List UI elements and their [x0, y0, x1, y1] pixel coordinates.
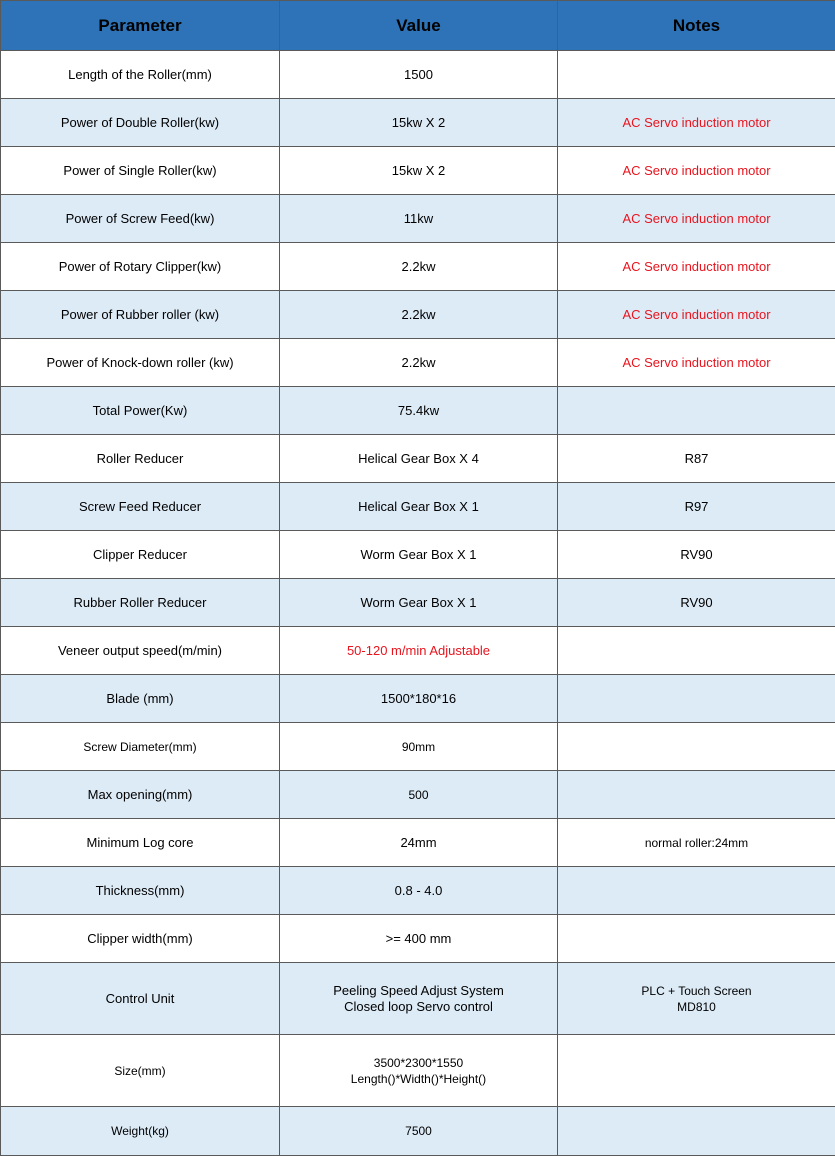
cell-value: 2.2kw	[280, 243, 558, 291]
cell-notes	[558, 1107, 835, 1156]
table-row	[1, 867, 835, 915]
table-row	[1, 579, 835, 627]
cell-value: 15kw X 2	[280, 99, 558, 147]
header-parameter: Parameter	[1, 1, 280, 51]
cell-parameter: Power of Rubber roller (kw)	[1, 291, 280, 339]
cell-notes	[558, 771, 835, 819]
cell-value: 0.8 - 4.0	[280, 867, 558, 915]
cell-notes: AC Servo induction motor	[558, 195, 835, 243]
cell-value: 1500*180*16	[280, 675, 558, 723]
cell-notes-line: PLC + Touch Screen	[562, 983, 831, 999]
cell-parameter: Weight(kg)	[1, 1107, 280, 1156]
cell-notes	[558, 963, 835, 1035]
table-row	[1, 99, 835, 147]
cell-notes	[558, 1035, 835, 1107]
cell-parameter: Thickness(mm)	[1, 867, 280, 915]
cell-parameter: Total Power(Kw)	[1, 387, 280, 435]
cell-notes: RV90	[558, 579, 835, 627]
table-row	[1, 915, 835, 963]
table-row	[1, 339, 835, 387]
cell-notes	[558, 675, 835, 723]
cell-parameter: Minimum Log core	[1, 819, 280, 867]
table-row	[1, 243, 835, 291]
cell-value: 1500	[280, 51, 558, 99]
cell-notes	[558, 723, 835, 771]
header-row	[1, 1, 835, 51]
cell-value: Helical Gear Box X 4	[280, 435, 558, 483]
cell-parameter: Power of Double Roller(kw)	[1, 99, 280, 147]
cell-value-line: Peeling Speed Adjust System	[284, 983, 553, 999]
cell-notes: R97	[558, 483, 835, 531]
table-row	[1, 147, 835, 195]
table-row	[1, 531, 835, 579]
cell-value: 50-120 m/min Adjustable	[280, 627, 558, 675]
table-row	[1, 723, 835, 771]
cell-parameter: Screw Feed Reducer	[1, 483, 280, 531]
table-row	[1, 435, 835, 483]
cell-notes	[558, 915, 835, 963]
cell-notes: AC Servo induction motor	[558, 243, 835, 291]
table-row	[1, 627, 835, 675]
cell-value-line: Closed loop Servo control	[284, 999, 553, 1015]
cell-parameter: Control Unit	[1, 963, 280, 1035]
cell-parameter: Clipper width(mm)	[1, 915, 280, 963]
cell-notes: normal roller:24mm	[558, 819, 835, 867]
cell-value-line: 3500*2300*1550	[284, 1055, 553, 1071]
table-row	[1, 51, 835, 99]
cell-parameter: Power of Knock-down roller (kw)	[1, 339, 280, 387]
cell-parameter: Size(mm)	[1, 1035, 280, 1107]
cell-value: Worm Gear Box X 1	[280, 579, 558, 627]
cell-value: 15kw X 2	[280, 147, 558, 195]
cell-value: 2.2kw	[280, 291, 558, 339]
table-row	[1, 771, 835, 819]
table-row	[1, 1035, 835, 1107]
cell-notes: AC Servo induction motor	[558, 339, 835, 387]
cell-parameter: Blade (mm)	[1, 675, 280, 723]
cell-value: 75.4kw	[280, 387, 558, 435]
cell-parameter: Length of the Roller(mm)	[1, 51, 280, 99]
cell-notes: RV90	[558, 531, 835, 579]
cell-parameter: Veneer output speed(m/min)	[1, 627, 280, 675]
cell-value: 24mm	[280, 819, 558, 867]
cell-value: 500	[280, 771, 558, 819]
table-row	[1, 387, 835, 435]
cell-notes	[558, 867, 835, 915]
cell-parameter: Clipper Reducer	[1, 531, 280, 579]
cell-parameter: Power of Single Roller(kw)	[1, 147, 280, 195]
cell-notes	[558, 387, 835, 435]
table-row	[1, 963, 835, 1035]
cell-notes	[558, 51, 835, 99]
cell-notes: R87	[558, 435, 835, 483]
table-row	[1, 675, 835, 723]
cell-value: Helical Gear Box X 1	[280, 483, 558, 531]
cell-value-line: Length()*Width()*Height()	[284, 1071, 553, 1087]
cell-value: 7500	[280, 1107, 558, 1156]
cell-notes: AC Servo induction motor	[558, 291, 835, 339]
table-row	[1, 195, 835, 243]
cell-notes	[558, 627, 835, 675]
cell-parameter: Power of Screw Feed(kw)	[1, 195, 280, 243]
cell-parameter: Screw Diameter(mm)	[1, 723, 280, 771]
cell-notes-line: MD810	[562, 999, 831, 1015]
header-notes: Notes	[558, 1, 835, 51]
cell-notes: AC Servo induction motor	[558, 99, 835, 147]
cell-value	[280, 1035, 558, 1107]
table-row	[1, 819, 835, 867]
cell-notes: AC Servo induction motor	[558, 147, 835, 195]
table-row	[1, 483, 835, 531]
cell-parameter: Roller Reducer	[1, 435, 280, 483]
cell-value	[280, 963, 558, 1035]
cell-parameter: Rubber Roller Reducer	[1, 579, 280, 627]
cell-parameter: Power of Rotary Clipper(kw)	[1, 243, 280, 291]
cell-value: 90mm	[280, 723, 558, 771]
cell-value: >= 400 mm	[280, 915, 558, 963]
cell-value: 11kw	[280, 195, 558, 243]
table-row	[1, 291, 835, 339]
cell-value: Worm Gear Box X 1	[280, 531, 558, 579]
cell-value: 2.2kw	[280, 339, 558, 387]
header-value: Value	[280, 1, 558, 51]
table-row	[1, 1107, 835, 1156]
cell-parameter: Max opening(mm)	[1, 771, 280, 819]
